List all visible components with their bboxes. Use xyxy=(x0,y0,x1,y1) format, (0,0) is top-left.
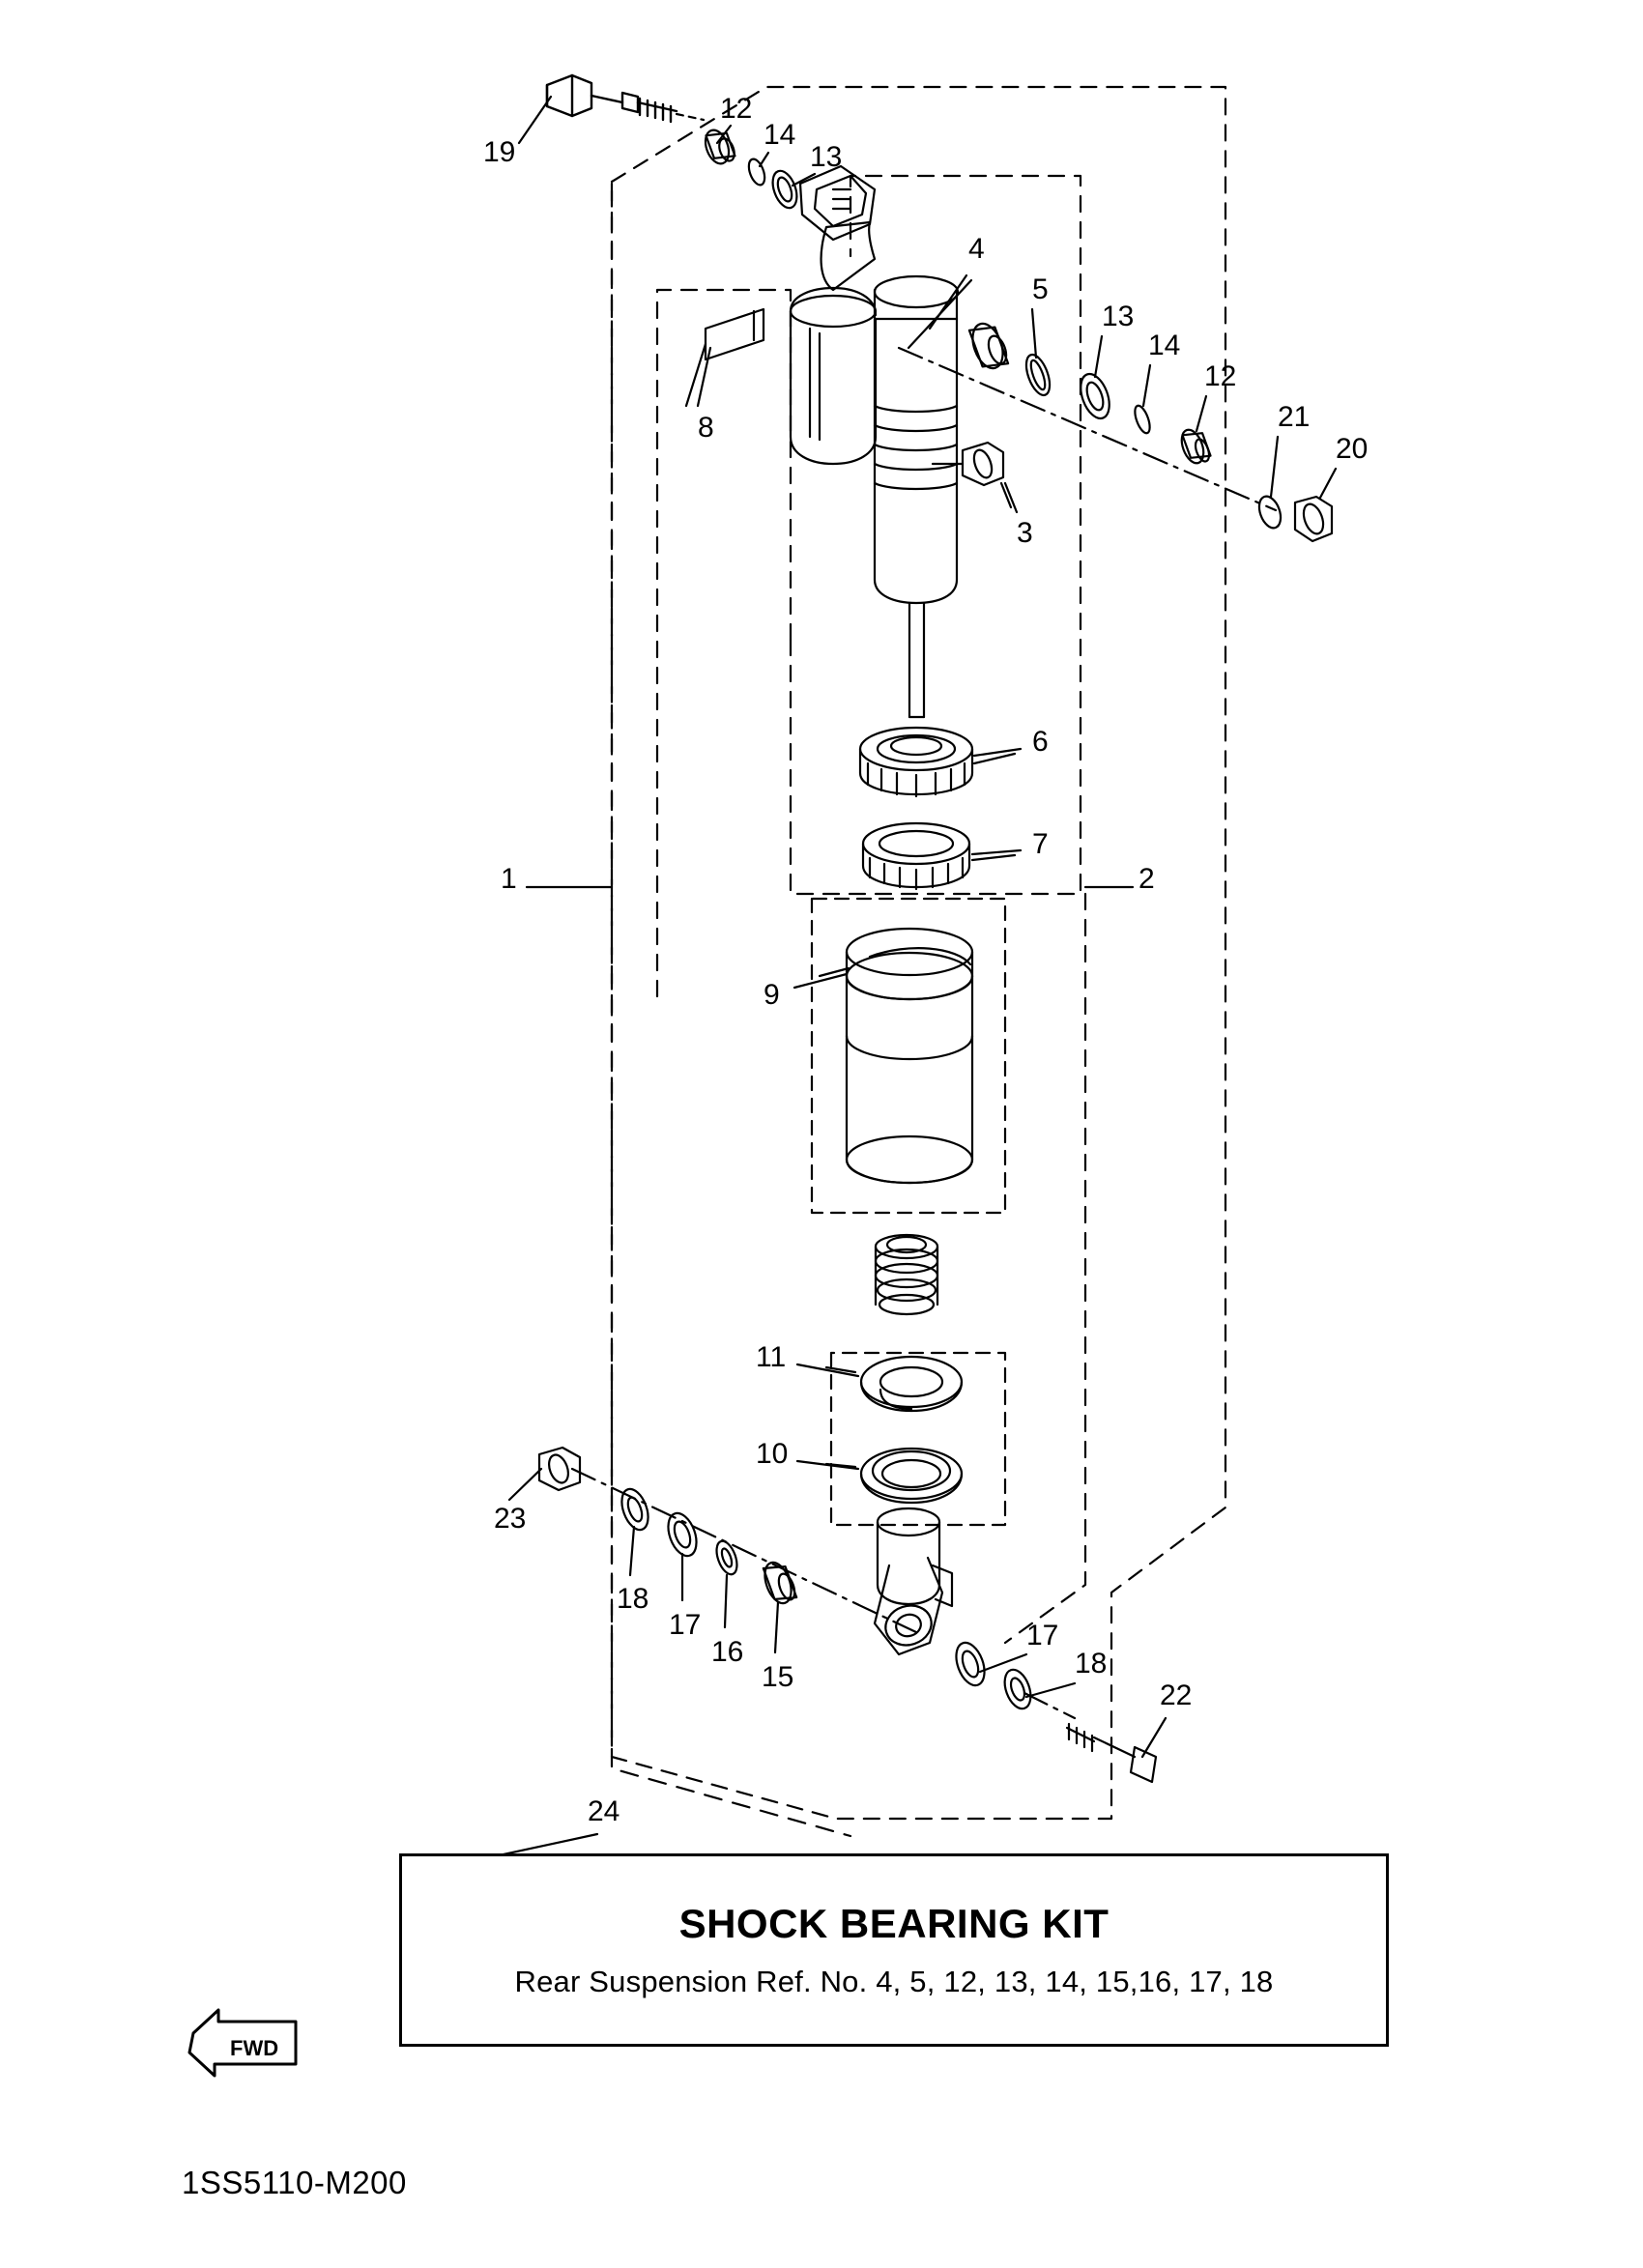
shock-bearing-kit-note xyxy=(399,1853,1389,2047)
callout-24: 24 xyxy=(588,1795,620,1827)
callout-19: 19 xyxy=(483,136,516,168)
callout-18-left: 18 xyxy=(617,1583,649,1615)
callout-4: 4 xyxy=(968,233,985,265)
callout-17-left: 17 xyxy=(669,1609,702,1641)
callout-16: 16 xyxy=(711,1636,744,1668)
callout-14-right: 14 xyxy=(1148,330,1181,361)
callout-14-upper: 14 xyxy=(764,119,796,151)
callout-7: 7 xyxy=(1032,828,1049,860)
callout-21: 21 xyxy=(1278,401,1311,433)
callout-1: 1 xyxy=(501,863,517,895)
callout-9: 9 xyxy=(764,979,780,1011)
callout-23: 23 xyxy=(494,1503,527,1535)
callout-13-upper: 13 xyxy=(810,141,843,173)
callout-5: 5 xyxy=(1032,273,1049,305)
kit-title: SHOCK BEARING KIT xyxy=(678,1901,1110,1946)
fwd-label: FWD xyxy=(230,2036,279,2060)
callout-8: 8 xyxy=(698,412,714,444)
callout-17-right: 17 xyxy=(1026,1620,1059,1651)
callout-13-right: 13 xyxy=(1102,301,1135,332)
callout-12-right: 12 xyxy=(1204,360,1237,392)
diagram-code: 1SS5110-M200 xyxy=(182,2165,407,2200)
kit-subtitle: Rear Suspension Ref. No. 4, 5, 12, 13, 14, 15,16, 17, 18 xyxy=(514,1965,1274,1998)
callout-12-upper: 12 xyxy=(720,93,753,125)
callout-18-right: 18 xyxy=(1075,1648,1108,1679)
callout-15: 15 xyxy=(762,1661,794,1693)
callout-10: 10 xyxy=(756,1438,789,1470)
callout-2: 2 xyxy=(1139,863,1155,895)
callout-22: 22 xyxy=(1160,1679,1193,1711)
callout-11: 11 xyxy=(756,1341,787,1373)
callout-6: 6 xyxy=(1032,726,1049,758)
callout-3: 3 xyxy=(1017,517,1033,549)
callout-20: 20 xyxy=(1336,433,1369,465)
